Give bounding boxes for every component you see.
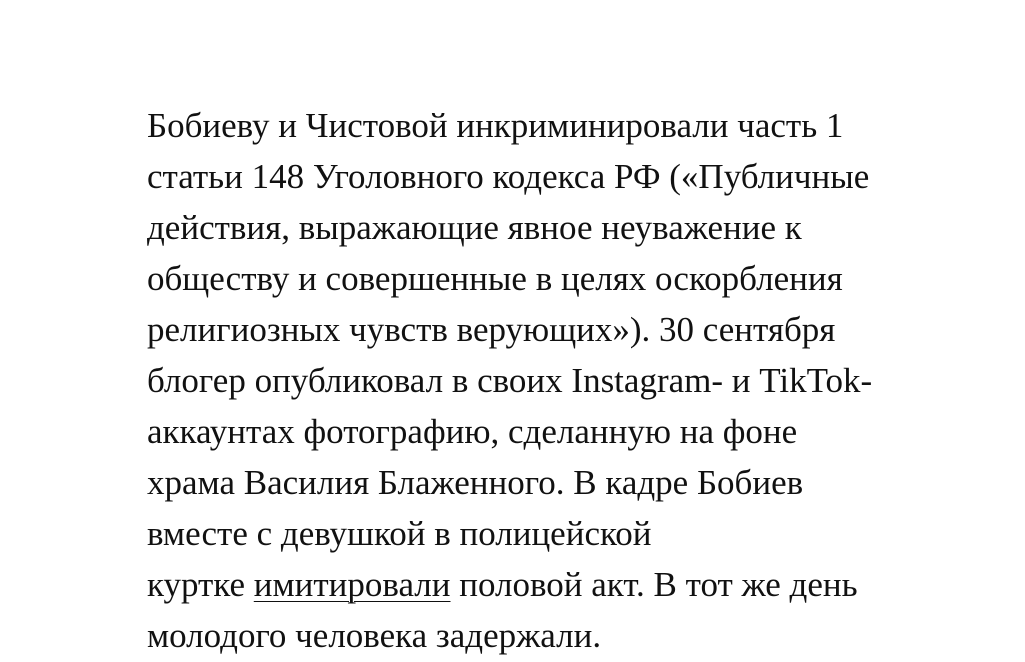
paragraph-line: блогер опубликовал в своих Instagram- и TikTok- bbox=[147, 361, 873, 400]
paragraph-line: обществу и совершенные в целях оскорбления bbox=[147, 259, 843, 298]
line-text-after-link: половой акт. В тот же день bbox=[450, 565, 858, 604]
paragraph-line: храма Василия Блаженного. В кадре Бобиев bbox=[147, 463, 804, 502]
paragraph-line: Бобиеву и Чистовой инкриминировали часть 1 bbox=[147, 106, 844, 145]
article-paragraph bbox=[147, 100, 1007, 661]
paragraph-line: аккаунтах фотографию, сделанную на фоне bbox=[147, 412, 798, 451]
paragraph-line: вместе с девушкой в полицейской bbox=[147, 514, 652, 553]
line-text-before-link: куртке bbox=[147, 565, 254, 604]
paragraph-line: статьи 148 Уголовного кодекса РФ («Публичные bbox=[147, 157, 870, 196]
paragraph-line: действия, выражающие явное неуважение к bbox=[147, 208, 802, 247]
paragraph-line: религиозных чувств верующих»). 30 сентября bbox=[147, 310, 836, 349]
inline-link[interactable]: имитировали bbox=[253, 565, 451, 604]
paragraph-line-with-link bbox=[147, 559, 1007, 610]
paragraph-line: молодого человека задержали. bbox=[147, 616, 602, 655]
